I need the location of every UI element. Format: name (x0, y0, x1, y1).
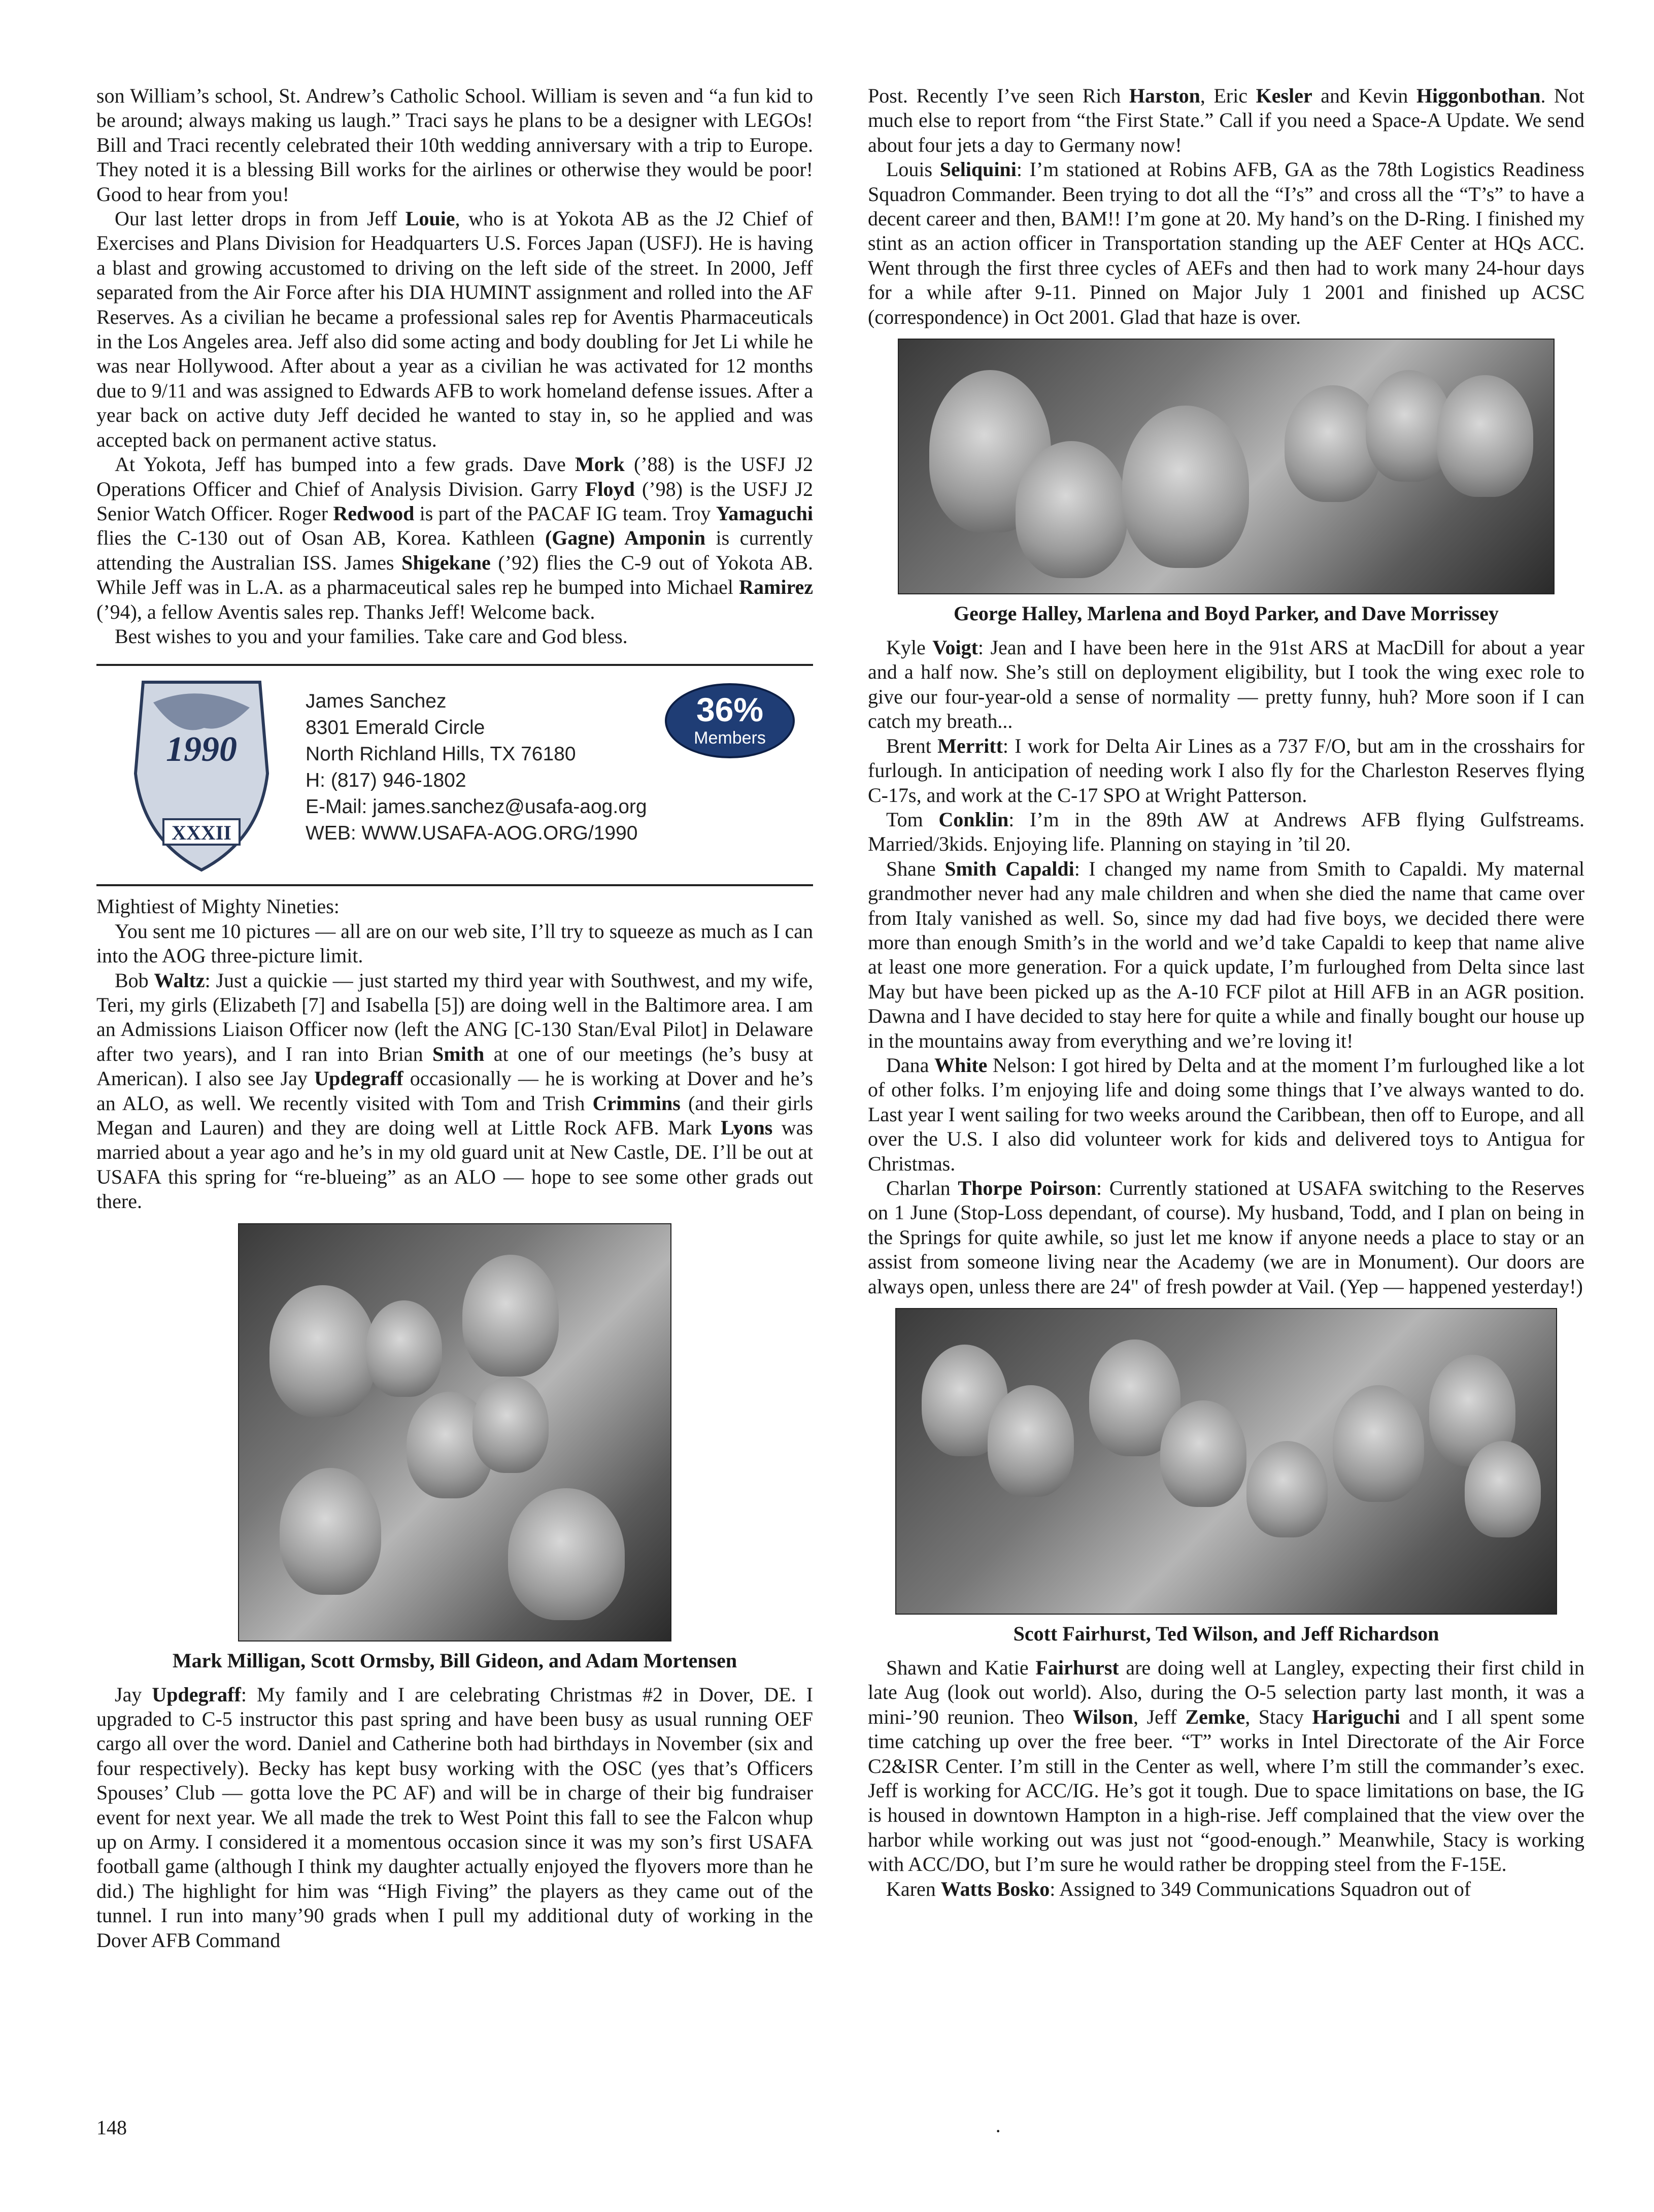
text: Dana (886, 1053, 934, 1077)
text: : Currently stationed at USAFA switching to the Reserves on 1 June (Stop-Loss dependant, of course). My husband, Todd, and I plan on being in the Springs for quite awhile, so just let me know if anyone needs a place to stay or an assist from someone living near the Academy (we are in Monument). Our doors are always open, unless there are 24" of fresh powder at Vail. (Yep — happened yesterday!) (868, 1177, 1584, 1298)
text: (’88) is the USFJ J2 Operations Officer and Chief of Analysis Division. Garry (96, 453, 813, 500)
surname: Harston (1129, 84, 1200, 107)
surname: Thorpe Poirson (958, 1177, 1097, 1199)
paragraph: You sent me 10 pictures — all are on our web site, I’ll try to squeeze as much as I can into the AOG three-picture limit. (96, 919, 813, 967)
text: Bob (115, 968, 154, 992)
paragraph (868, 857, 1584, 1053)
text: Louis (886, 158, 940, 181)
svg-text:XXXII: XXXII (172, 821, 231, 845)
surname: Higgonbothan (1416, 84, 1541, 107)
surname: Lyons (721, 1116, 773, 1139)
contact-info (306, 688, 647, 847)
text: : Just a quickie — just started my third year with Southwest, and my wife, Teri, my girls (Elizabeth [7] and Isabella [5]) are doing well in the Baltimore area. I am an Admissions Liaison Officer now (left the ANG [C-130 Stan/Eval Pilot] in Delaware after two years), and I ran into Brian (96, 968, 814, 1065)
footer-dot: · (995, 2120, 1002, 2142)
members-percent: 36% (696, 691, 764, 729)
left-column (96, 84, 813, 1953)
photo-caption: George Halley, Marlena and Boyd Parker, and Dave Morrissey (954, 602, 1499, 625)
text: Brent (886, 734, 938, 757)
paragraph (96, 1683, 813, 1953)
surname: Smith (432, 1042, 485, 1065)
photo-caption: Mark Milligan, Scott Ormsby, Bill Gideon, and Adam Mortensen (172, 1649, 737, 1672)
text: Shawn and Katie (886, 1656, 1036, 1680)
surname: Zemke (1185, 1705, 1245, 1728)
text: (’94), a fellow Aventis sales rep. Thanks Jeff! Welcome back. (96, 600, 595, 623)
surname: Updegraff (314, 1067, 403, 1090)
text: (’98) is the USFJ J2 Senior Watch Officer. Roger (96, 477, 813, 525)
text: is part of the PACAF IG team. Troy (414, 501, 716, 525)
surname: (Gagne) Amponin (545, 526, 706, 550)
phone: H: (817) 946-1802 (306, 769, 466, 792)
group-photo (895, 1308, 1557, 1615)
web-link[interactable]: WEB: WWW.USAFA-AOG.ORG/1990 (306, 822, 638, 845)
text: : My family and I are celebrating Christmas #2 in Dover, DE. I upgraded to C-5 instructor this past spring and have been busy as usual running OEF cargo all over the word. Daniel and Catherine both had birthdays in November (six and four respectively). Becky has kept busy working with the OSC (yes that’s Officers Spouses’ Club — gotta love the PC AF) and will be in charge of their big fundraiser event for next year. We all made the trek to West Point this fall to see the Falcon whup up on Army. I considered it a momentous occasion since it was my son’s first USAFA football game (although I think my daughter actually enjoyed the flyovers more than he did.) The highlight for him was “High Fiving” the players as they came out of the tunnel. I run into many’90 grads when I pull my additional duty of working in the Dover AFB Command (96, 1683, 814, 1952)
surname: Ramirez (739, 576, 813, 599)
surname: Smith Capaldi (944, 857, 1074, 880)
text: Shane (886, 857, 945, 880)
surname: Watts Bosko (940, 1877, 1050, 1900)
text: . Not much else to report from “the First State.” Call if you need a Space-A Update. We send about four jets a day to Germany now! (868, 84, 1585, 156)
group-photo (898, 339, 1555, 594)
text: : I’m in the 89th AW at Andrews AFB flying Gulfstreams. Married/3kids. Enjoying life. Planning on staying in ’til 20. (868, 808, 1584, 856)
text: : I changed my name from Smith to Capaldi. My maternal grandmother never had any male children and when she died the name that came over from Italy vanished as well. So, since my dad had five boys, we decided there were more than enough Smith’s in the world and we’d take Capaldi to keep that name alive at least one more generation. For a quick update, I’m furloughed from Delta since last May but have been picked up as the A-10 FCF pilot at Hill AFB in an AGR position. Dawna and I have decided to stay here for quite a while and finally bought our house up in the mountains away from everything and we’re loving it! (868, 857, 1584, 1052)
right-column (868, 84, 1584, 1901)
text: at one of our meetings (he’s busy at American). I also see Jay (96, 1042, 813, 1090)
paragraph (868, 1053, 1584, 1176)
paragraph (868, 1656, 1584, 1877)
text: (’92) flies the C-9 out of Yokota AB. While Jeff was in L.A. as a pharmaceutical sales rep he bumped into Michael (96, 551, 813, 599)
text: : I’m stationed at Robins AFB, GA as the 78th Logistics Readiness Squadron Commander. Been trying to dot all the “I’s” and cross all the “T’s” to have a decent career and then, BAM!! I’m gone at 20. My hand’s on the D-Ring. I finished my stint as an action officer in Transportation standing up the AEF Center at HQs ACC. Went through the first three cycles of AEFs and then had to work many 24-hour days for a while after 9-11. Pinned on Major July 1 2001 and finished up ACSC (correspondence) in Oct 2001. Glad that haze is over. (868, 158, 1584, 328)
surname: Seliquini (939, 158, 1017, 181)
class-contact-box (96, 664, 813, 886)
text: Kyle (886, 636, 933, 659)
paragraph (868, 84, 1584, 157)
group-photo (238, 1223, 671, 1641)
text: and I all spent some time catching up over the free beer. “T” works in Intel Directorate of the Air Force C2&ISR Center. I’m still in the Center as well, where I’m still the commander’s exec. Jeff is working for ACC/IG. He’s got it tough. Due to space limitations on base, the IG is housed in downtown Hampton in a high-rise. Jeff complained that the view over the harbor while working out was just not “good-enough.” Meanwhile, Stacy is working with ACC/DO, but I’m sure he would rather be dropping steel from the F-15E. (868, 1705, 1584, 1876)
text: is currently attending the Australian ISS. James (96, 526, 814, 574)
text: , Jeff (1133, 1705, 1186, 1728)
address-line: North Richland Hills, TX 76180 (306, 743, 576, 765)
text: At Yokota, Jeff has bumped into a few grads. Dave (115, 453, 576, 476)
surname: Floyd (585, 477, 635, 500)
text: , Stacy (1245, 1705, 1312, 1728)
text: Tom (886, 808, 939, 831)
surname: Crimmins (592, 1091, 681, 1115)
paragraph (868, 808, 1584, 857)
surname: Merritt (937, 734, 1003, 757)
svg-text:1990: 1990 (166, 730, 237, 769)
class-crest-icon (123, 672, 280, 875)
surname: Hariguchi (1312, 1705, 1400, 1728)
members-label: Members (694, 728, 766, 748)
surname: Shigekane (401, 551, 491, 574)
photo-caption: Scott Fairhurst, Ted Wilson, and Jeff Richardson (1013, 1622, 1439, 1646)
surname: Updegraff (152, 1683, 241, 1706)
surname: Yamaguchi (716, 501, 813, 525)
surname: Voigt (932, 636, 978, 659)
scribe-name: James Sanchez (306, 690, 447, 713)
text: Charlan (886, 1177, 958, 1199)
text: flies the C-130 out of Osan AB, Korea. Kathleen (96, 526, 545, 550)
paragraph: Best wishes to you and your families. Take care and God bless. (115, 624, 628, 648)
text: (and their girls Megan and Lauren) and they are doing well at Little Rock AFB. Mark (96, 1091, 813, 1139)
paragraph (868, 1176, 1584, 1299)
text: : Assigned to 349 Communications Squadron out of (1050, 1877, 1471, 1900)
paragraph (868, 734, 1584, 808)
surname: Mork (575, 453, 625, 476)
surname: Louie (405, 207, 455, 230)
page-number: 148 (96, 2116, 127, 2139)
text: : Jean and I have been here in the 91st ARS at MacDill for about a year and a half now. She’s still on deployment eligibility, but I took the wing exec role to give our four-year-old a sense of normality — pretty funny, huh? More soon if I can catch my breath... (868, 636, 1584, 733)
text: Our last letter drops in from Jeff (115, 207, 406, 230)
surname: Conklin (938, 808, 1009, 831)
surname: Kesler (1256, 84, 1312, 107)
text: Karen (886, 1877, 941, 1900)
text: , who is at Yokota AB as the J2 Chief of Exercises and Plans Division for Headquarters U.S. Forces Japan (USFJ). He is having a blast and growing accustomed to driving on the left side of the street. In 2000, Jeff separated from the Air Force after his DIA HUMINT assignment and rolled into the AF Reserves. As a civilian he became a professional sales rep for Aventis Pharmaceuticals in the Los Angeles area. Jeff also did some acting and body doubling for Jet Li while he was near Hollywood. After about a year as a civilian he was activated for 12 months due to 9/11 and was assigned to Edwards AFB to work homeland defense issues. After a year back on active duty Jeff decided he wanted to stay in, so he applied and was accepted back on permanent active status. (96, 207, 814, 451)
text: was married about a year ago and he’s in my old guard unit at New Castle, DE. I’ll be out at USAFA this spring for “re-blueing” as an ALO — hope to see some other grads out there. (96, 1116, 813, 1213)
text: are doing well at Langley, expecting their first child in late Aug (look out world). Also, during the O-5 selection party last month, it was a mini-’90 reunion. Theo (868, 1656, 1585, 1728)
members-badge (665, 683, 795, 758)
paragraph (96, 452, 813, 624)
surname: Waltz (154, 968, 205, 992)
paragraph (96, 968, 813, 1214)
paragraph (96, 207, 813, 452)
surname: White (934, 1053, 988, 1077)
surname: Redwood (333, 501, 415, 525)
text: Post. Recently I’ve seen Rich (868, 84, 1129, 107)
paragraph: son William’s school, St. Andrew’s Catholic School. William is seven and “a fun kid to be around; always making us laugh.” Traci says he plans to be a designer with LEGOs! Bill and Traci recently celebrated their 10th wedding anniversary with a trip to Europe. They noted it is a blessing Bill works for the airlines or otherwise they would be poor! Good to hear from you! (96, 84, 813, 206)
paragraph: Mightiest of Mighty Nineties: (96, 895, 340, 918)
paragraph (868, 157, 1584, 329)
text: : I work for Delta Air Lines as a 737 F/O, but am in the crosshairs for furlough. In anticipation of needing work I also fly for the Charleston Reserves flying C-17s, and work at the C-17 SPO at Wright Patterson. (868, 734, 1584, 807)
text: Nelson: I got hired by Delta and at the moment I’m furloughed like a lot of other folks. I’m enjoying life and doing some things that I’ve always wanted to do. Last year I went sailing for two weeks around the Caribbean, then off to Europe, and all over the U.S. I also did volunteer work for kids and delivered toys to Antigua for Christmas. (868, 1053, 1584, 1175)
text: , Eric (1200, 84, 1256, 107)
paragraph (868, 635, 1584, 734)
text: occasionally — he is working at Dover and he’s an ALO, as well. We recently visited with Tom and Trish (96, 1067, 813, 1115)
surname: Wilson (1072, 1705, 1133, 1728)
address-line: 8301 Emerald Circle (306, 717, 485, 739)
text: Jay (115, 1683, 152, 1706)
surname: Fairhurst (1035, 1656, 1119, 1680)
paragraph (868, 1877, 1584, 1901)
text: and Kevin (1312, 84, 1416, 107)
email[interactable]: E-Mail: james.sanchez@usafa-aog.org (306, 796, 647, 818)
